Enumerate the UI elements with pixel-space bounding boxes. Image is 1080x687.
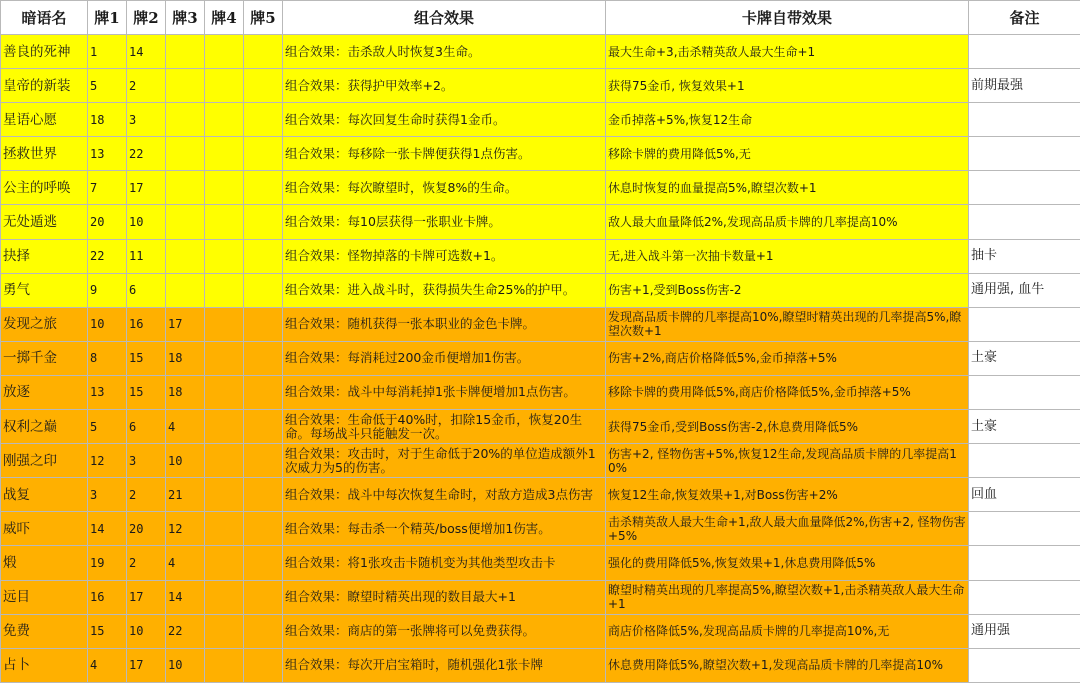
cell-name: 免费 (1, 614, 88, 648)
cell-card1: 15 (88, 614, 127, 648)
cell-card3 (166, 137, 205, 171)
cell-note (969, 546, 1080, 580)
cell-card1: 20 (88, 205, 127, 239)
table-row (1, 103, 1080, 137)
cell-card1: 16 (88, 580, 127, 614)
cell-note: 土豪 (969, 341, 1080, 375)
cell-card5 (244, 205, 283, 239)
cell-note: 抽卡 (969, 239, 1080, 273)
cell-card3: 4 (166, 410, 205, 444)
cell-name: 远目 (1, 580, 88, 614)
table-row (1, 580, 1080, 614)
cell-card-effect: 击杀精英敌人最大生命+1,敌人最大血量降低2%,伤害+2, 怪物伤害+5% (606, 512, 969, 546)
cell-card3: 18 (166, 341, 205, 375)
cell-name: 皇帝的新装 (1, 69, 88, 103)
cell-card1: 18 (88, 103, 127, 137)
cell-combo-effect: 组合效果：每击杀一个精英/boss便增加1伤害。 (283, 512, 606, 546)
cell-card4 (205, 648, 244, 682)
cell-card3: 10 (166, 444, 205, 478)
cell-card1: 14 (88, 512, 127, 546)
cell-name: 星语心愿 (1, 103, 88, 137)
table-row (1, 648, 1080, 682)
cell-card1: 7 (88, 171, 127, 205)
cell-combo-effect: 组合效果：每次瞭望时，恢复8%的生命。 (283, 171, 606, 205)
cell-card-effect: 发现高品质卡牌的几率提高10%,瞭望时精英出现的几率提高5%,瞭望次数+1 (606, 307, 969, 341)
cell-card2: 10 (127, 614, 166, 648)
cell-card2: 6 (127, 273, 166, 307)
cell-combo-effect: 组合效果：战斗中每消耗掉1张卡牌便增加1点伤害。 (283, 375, 606, 409)
cell-card4 (205, 35, 244, 69)
table-row (1, 307, 1080, 341)
cell-note: 通用强, 血牛 (969, 273, 1080, 307)
cell-card2: 2 (127, 478, 166, 512)
table-row (1, 69, 1080, 103)
cell-name: 一掷千金 (1, 341, 88, 375)
cell-combo-effect: 组合效果：商店的第一张牌将可以免费获得。 (283, 614, 606, 648)
cell-card1: 5 (88, 69, 127, 103)
cell-card4 (205, 341, 244, 375)
cell-combo-effect: 组合效果：获得护甲效率+2。 (283, 69, 606, 103)
col-header-card1: 牌1 (88, 1, 127, 35)
cell-name: 威吓 (1, 512, 88, 546)
cell-note (969, 648, 1080, 682)
cell-card4 (205, 307, 244, 341)
cell-card3: 10 (166, 648, 205, 682)
cell-card4 (205, 103, 244, 137)
cell-card5 (244, 410, 283, 444)
cell-card5 (244, 103, 283, 137)
cell-card3: 14 (166, 580, 205, 614)
table-row (1, 239, 1080, 273)
cell-card5 (244, 307, 283, 341)
cell-name: 发现之旅 (1, 307, 88, 341)
cell-card4 (205, 580, 244, 614)
cell-card5 (244, 478, 283, 512)
cell-card1: 12 (88, 444, 127, 478)
cell-card3 (166, 239, 205, 273)
cell-card3 (166, 69, 205, 103)
table-row (1, 410, 1080, 444)
cell-combo-effect: 组合效果：瞭望时精英出现的数目最大+1 (283, 580, 606, 614)
cell-name: 权利之巅 (1, 410, 88, 444)
cell-note (969, 137, 1080, 171)
cell-card-effect: 获得75金币, 恢复效果+1 (606, 69, 969, 103)
cell-combo-effect: 组合效果：攻击时，对于生命低于20%的单位造成额外1次威力为5的伤害。 (283, 444, 606, 478)
cell-card5 (244, 546, 283, 580)
cell-card4 (205, 614, 244, 648)
cell-card4 (205, 444, 244, 478)
cell-card4 (205, 375, 244, 409)
cell-combo-effect: 组合效果：生命低于40%时，扣除15金币，恢复20生命。每场战斗只能触发一次。 (283, 410, 606, 444)
cell-note (969, 307, 1080, 341)
cell-card5 (244, 35, 283, 69)
cell-card2: 14 (127, 35, 166, 69)
cell-card-effect: 伤害+2%,商店价格降低5%,金币掉落+5% (606, 341, 969, 375)
cell-card1: 22 (88, 239, 127, 273)
cell-card3 (166, 273, 205, 307)
cell-combo-effect: 组合效果：每次开启宝箱时，随机强化1张卡牌 (283, 648, 606, 682)
cell-name: 公主的呼唤 (1, 171, 88, 205)
cell-card-effect: 敌人最大血量降低2%,发现高品质卡牌的几率提高10% (606, 205, 969, 239)
cell-card-effect: 强化的费用降低5%,恢复效果+1,休息费用降低5% (606, 546, 969, 580)
cell-card2: 3 (127, 103, 166, 137)
cell-card-effect: 获得75金币,受到Boss伤害-2,休息费用降低5% (606, 410, 969, 444)
cell-card2: 15 (127, 341, 166, 375)
cell-card2: 20 (127, 512, 166, 546)
table-row (1, 273, 1080, 307)
col-header-card-effect: 卡牌自带效果 (606, 1, 969, 35)
cell-card5 (244, 137, 283, 171)
col-header-card2: 牌2 (127, 1, 166, 35)
cell-note (969, 35, 1080, 69)
cell-card5 (244, 273, 283, 307)
cell-card-effect: 伤害+2, 怪物伤害+5%,恢复12生命,发现高品质卡牌的几率提高10% (606, 444, 969, 478)
cell-card3: 18 (166, 375, 205, 409)
cell-card5 (244, 375, 283, 409)
cell-card2: 2 (127, 69, 166, 103)
header-row (1, 1, 1080, 35)
cell-combo-effect: 组合效果：每移除一张卡牌便获得1点伤害。 (283, 137, 606, 171)
cell-combo-effect: 组合效果：每10层获得一张职业卡牌。 (283, 205, 606, 239)
cell-card5 (244, 614, 283, 648)
col-header-combo-effect: 组合效果 (283, 1, 606, 35)
cell-card-effect: 无,进入战斗第一次抽卡数量+1 (606, 239, 969, 273)
cell-card3: 22 (166, 614, 205, 648)
cell-card5 (244, 580, 283, 614)
cell-note (969, 103, 1080, 137)
cell-name: 勇气 (1, 273, 88, 307)
table-row (1, 375, 1080, 409)
cell-combo-effect: 组合效果：战斗中每次恢复生命时，对敌方造成3点伤害 (283, 478, 606, 512)
cell-name: 放逐 (1, 375, 88, 409)
cell-card4 (205, 239, 244, 273)
cell-card3 (166, 205, 205, 239)
cell-note (969, 171, 1080, 205)
cell-card1: 3 (88, 478, 127, 512)
table-row (1, 341, 1080, 375)
cell-note (969, 580, 1080, 614)
cell-combo-effect: 组合效果：进入战斗时，获得损失生命25%的护甲。 (283, 273, 606, 307)
cell-name: 战复 (1, 478, 88, 512)
cell-combo-effect: 组合效果：每次回复生命时获得1金币。 (283, 103, 606, 137)
cell-card1: 4 (88, 648, 127, 682)
cell-card3 (166, 35, 205, 69)
cell-card-effect: 最大生命+3,击杀精英敌人最大生命+1 (606, 35, 969, 69)
table-row (1, 171, 1080, 205)
cell-card2: 16 (127, 307, 166, 341)
cell-name: 刚强之印 (1, 444, 88, 478)
cell-card2: 6 (127, 410, 166, 444)
cell-card5 (244, 171, 283, 205)
cell-card-effect: 瞭望时精英出现的几率提高5%,瞭望次数+1,击杀精英敌人最大生命+1 (606, 580, 969, 614)
col-header-card4: 牌4 (205, 1, 244, 35)
cell-card3: 4 (166, 546, 205, 580)
cell-card3: 17 (166, 307, 205, 341)
cell-card-effect: 移除卡牌的费用降低5%,无 (606, 137, 969, 171)
cell-card1: 10 (88, 307, 127, 341)
cell-name: 善良的死神 (1, 35, 88, 69)
cell-card-effect: 伤害+1,受到Boss伤害-2 (606, 273, 969, 307)
cell-card-effect: 休息费用降低5%,瞭望次数+1,发现高品质卡牌的几率提高10% (606, 648, 969, 682)
cell-name: 占卜 (1, 648, 88, 682)
cell-name: 煅 (1, 546, 88, 580)
cell-name: 拯救世界 (1, 137, 88, 171)
cell-combo-effect: 组合效果：将1张攻击卡随机变为其他类型攻击卡 (283, 546, 606, 580)
cell-card1: 13 (88, 137, 127, 171)
cell-card-effect: 休息时恢复的血量提高5%,瞭望次数+1 (606, 171, 969, 205)
cell-card-effect: 移除卡牌的费用降低5%,商店价格降低5%,金币掉落+5% (606, 375, 969, 409)
cell-card4 (205, 69, 244, 103)
cell-card1: 19 (88, 546, 127, 580)
col-header-card5: 牌5 (244, 1, 283, 35)
table-row (1, 546, 1080, 580)
table-row (1, 512, 1080, 546)
cell-card2: 2 (127, 546, 166, 580)
cell-name: 无处遁逃 (1, 205, 88, 239)
cell-card1: 13 (88, 375, 127, 409)
cell-card5 (244, 444, 283, 478)
cell-card4 (205, 205, 244, 239)
cell-card2: 3 (127, 444, 166, 478)
cell-card3: 21 (166, 478, 205, 512)
cell-card4 (205, 478, 244, 512)
cell-card2: 11 (127, 239, 166, 273)
cell-card3 (166, 171, 205, 205)
table-row (1, 614, 1080, 648)
cell-card2: 22 (127, 137, 166, 171)
table-row (1, 478, 1080, 512)
cell-card1: 5 (88, 410, 127, 444)
cell-note: 土豪 (969, 410, 1080, 444)
cell-combo-effect: 组合效果：怪物掉落的卡牌可选数+1。 (283, 239, 606, 273)
cell-note (969, 512, 1080, 546)
cell-card-effect: 金币掉落+5%,恢复12生命 (606, 103, 969, 137)
table-row (1, 205, 1080, 239)
cell-card2: 17 (127, 648, 166, 682)
cell-note: 回血 (969, 478, 1080, 512)
cell-card5 (244, 512, 283, 546)
table-row (1, 35, 1080, 69)
cell-card-effect: 恢复12生命,恢复效果+1,对Boss伤害+2% (606, 478, 969, 512)
cell-card2: 17 (127, 171, 166, 205)
cell-combo-effect: 组合效果：随机获得一张本职业的金色卡牌。 (283, 307, 606, 341)
cell-card5 (244, 341, 283, 375)
cell-note: 前期最强 (969, 69, 1080, 103)
table-body (1, 35, 1080, 683)
cell-combo-effect: 组合效果：每消耗过200金币便增加1伤害。 (283, 341, 606, 375)
cell-card-effect: 商店价格降低5%,发现高品质卡牌的几率提高10%,无 (606, 614, 969, 648)
col-header-card3: 牌3 (166, 1, 205, 35)
cell-card2: 15 (127, 375, 166, 409)
cell-card4 (205, 546, 244, 580)
cell-card4 (205, 512, 244, 546)
cell-card5 (244, 648, 283, 682)
table-row (1, 137, 1080, 171)
cell-card4 (205, 273, 244, 307)
cell-card4 (205, 410, 244, 444)
cell-card1: 9 (88, 273, 127, 307)
cell-card5 (244, 69, 283, 103)
cell-card4 (205, 137, 244, 171)
cell-note (969, 375, 1080, 409)
cell-card1: 1 (88, 35, 127, 69)
cell-card3: 12 (166, 512, 205, 546)
table-row (1, 444, 1080, 478)
cell-note (969, 444, 1080, 478)
cell-card2: 10 (127, 205, 166, 239)
cell-card3 (166, 103, 205, 137)
cell-name: 抉择 (1, 239, 88, 273)
cell-card4 (205, 171, 244, 205)
col-header-name: 暗语名 (1, 1, 88, 35)
cell-card1: 8 (88, 341, 127, 375)
cell-note: 通用强 (969, 614, 1080, 648)
cell-card5 (244, 239, 283, 273)
cell-note (969, 205, 1080, 239)
col-header-notes: 备注 (969, 1, 1080, 35)
cell-combo-effect: 组合效果：击杀敌人时恢复3生命。 (283, 35, 606, 69)
cell-card2: 17 (127, 580, 166, 614)
